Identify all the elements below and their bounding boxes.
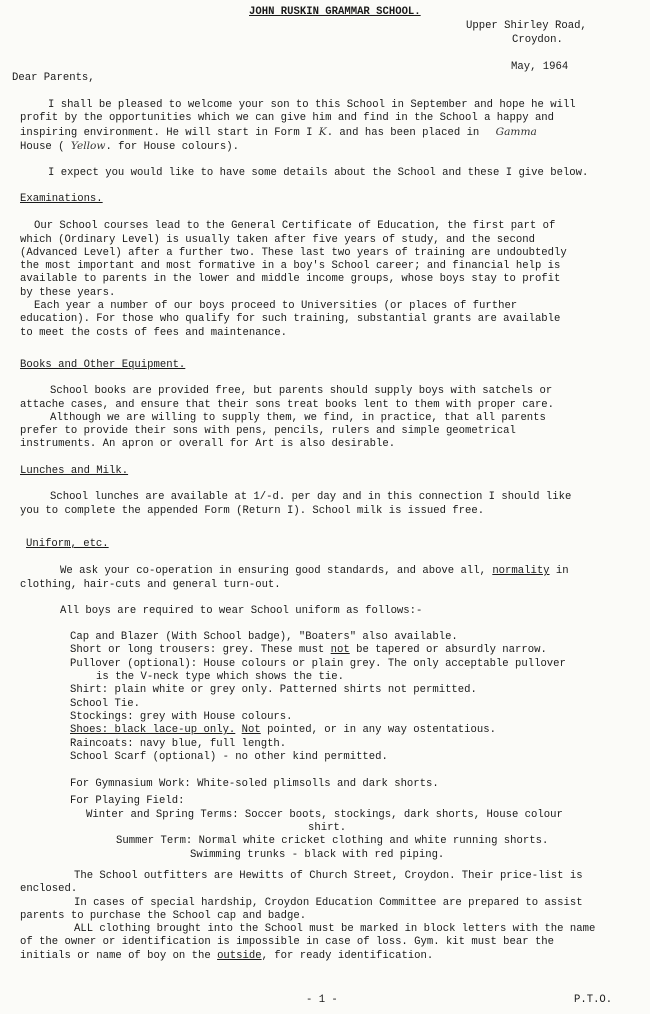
body-line [20,565,632,578]
body-line: to meet the costs of fees and maintenance. [20,326,288,339]
intro-line: profit by the opportunities which we can give him and find in the School a happy and [20,112,555,125]
summer-line: Swimming trunks - black with red piping. [190,848,445,861]
body-line: which (Ordinary Level) is usually taken after five years of study, and the second [20,233,535,246]
intro-text: . for House colours). [105,140,239,153]
section-heading: Uniform, etc. [26,538,109,550]
form-handwritten: K [318,125,327,138]
marking-line [20,950,632,963]
lunches-section [20,465,632,518]
examinations-section [20,193,632,340]
address-line-2: Croydon. [512,34,563,46]
body-line: you to complete the appended Form (Return I). School milk is issued free. [20,504,485,517]
body-line: Although we are willing to supply them, we find, in practice, that all parents [50,411,546,424]
uniform-item: is the V-neck type which shows the tie. [96,671,344,684]
section-heading: Examinations. [20,193,103,205]
body-line: School lunches are available at 1/-d. per day and in this connection I should like [50,491,572,504]
hardship-line: In cases of special hardship, Croydon Education Committee are prepared to assist [74,896,583,909]
marking-line: ALL clothing brought into the School must be marked in block letters with the name [74,923,596,936]
body-line: (Advanced Level) after a further two. These last two years of training are undoubtedly [20,246,567,259]
uniform-item: School Tie. [70,697,140,710]
intro-line: I expect you would like to have some details about the School and these I give below. [48,167,589,180]
body-line: clothing, hair-cuts and general turn-out. [20,578,281,591]
uniform-item [20,644,632,657]
letter-date: May, 1964 [511,61,569,73]
body-line: School books are provided free, but parents should supply boys with satchels or [50,385,553,398]
page-number: - 1 - [306,994,338,1006]
intro-line [20,140,632,154]
body-line: Each year a number of our boys proceed to Universities (or places of further [34,300,518,313]
body-line: attache cases, and ensure that their sons treat books lent to them with proper care. [20,398,555,411]
uniform-item: Cap and Blazer (With School badge), "Boaters" also available. [70,631,458,644]
books-section [20,359,632,452]
pto-label: P.T.O. [574,994,613,1006]
gym-line: For Gymnasium Work: White-soled plimsolls and dark shorts. [70,778,439,791]
body-line: Our School courses lead to the General Certificate of Education, the first part of [34,220,556,233]
shoes-underlined: Shoes: black lace-up only. [70,724,236,737]
intro-line: I shall be pleased to welcome your son to this School in September and hope he will [48,99,576,111]
house-handwritten: Gamma [495,125,537,138]
body-text: , for ready identification. [261,949,434,962]
body-text: We ask your co-operation in ensuring good standards, and above all, [60,565,486,578]
body-line: the most important and most formative in a boy's School career; and financial help is [20,260,561,273]
section-heading: Books and Other Equipment. [20,359,186,371]
uniform-item [20,724,632,737]
body-text: be tapered or absurdly narrow. [356,644,547,657]
uniform-item: Stockings: grey with House colours. [70,710,293,723]
intro-text: House ( [20,140,65,153]
winter-line: shirt. [308,822,347,835]
body-line: available to parents in the lower and middle income groups, whose boys stay to profit [20,273,561,286]
uniform-item: Raincoats: navy blue, full length. [70,737,287,750]
normality-underlined: normality [492,565,550,578]
school-name-heading: JOHN RUSKIN GRAMMAR SCHOOL. [249,6,421,18]
address-line-1: Upper Shirley Road, [466,20,587,32]
uniform-list [20,631,632,764]
winter-line: Winter and Spring Terms: Soccer boots, stockings, dark shorts, House colour [86,808,563,821]
colour-handwritten: Yellow [70,139,106,152]
marking-line: of the owner or identification is impossible in case of loss. Gym. kit must bear the [20,936,555,949]
body-line: prefer to provide their sons with pens, pencils, rulers and simple geometrical [20,425,516,438]
body-line: All boys are required to wear School uniform as follows:- [60,604,423,617]
playing-field-line: For Playing Field: [70,795,185,808]
body-text: initials or name of boy on the [20,949,211,962]
body-line: education). For those who qualify for such training, substantial grants are available [20,313,561,326]
intro-text: . and has been placed in [326,126,480,139]
body-text: in [555,565,569,578]
hardship-line: parents to purchase the School cap and badge. [20,909,307,922]
body-text: pointed, or in any way ostentatious. [267,724,496,737]
uniform-section [20,538,632,963]
body-text: Short or long trousers: grey. These must [70,644,325,657]
uniform-item: School Scarf (optional) - no other kind permitted. [70,750,388,763]
not-underlined: not [330,644,350,657]
salutation: Dear Parents, [12,72,95,84]
intro-text: inspiring environment. He will start in Form I [20,126,313,139]
not-underlined: Not [241,724,261,737]
section-heading: Lunches and Milk. [20,465,129,477]
outfitters-line: The School outfitters are Hewitts of Church Street, Croydon. Their price-list is [74,869,583,882]
body-line: by these years. [20,286,116,299]
uniform-item: Pullover (optional): House colours or plain grey. The only acceptable pullover [70,657,566,670]
intro-line [20,126,632,140]
outside-underlined: outside [217,949,262,962]
body-line: instruments. An apron or overall for Art is also desirable. [20,438,396,451]
uniform-item: Shirt: plain white or grey only. Patterned shirts not permitted. [70,684,477,697]
intro-paragraph [20,99,632,180]
outfitters-line: enclosed. [20,883,78,896]
summer-line: Summer Term: Normal white cricket clothing and white running shorts. [116,835,549,848]
